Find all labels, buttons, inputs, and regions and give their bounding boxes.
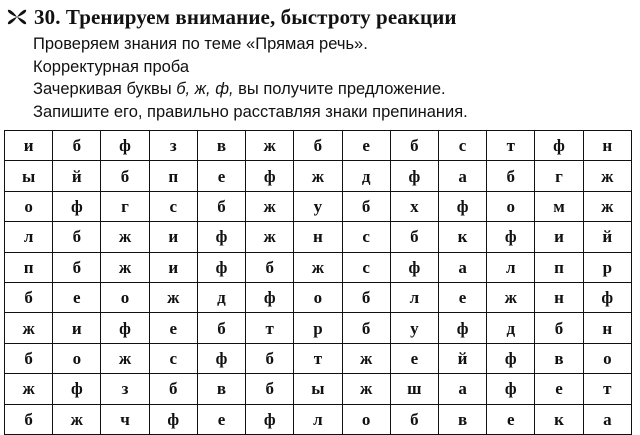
exercise-title: 30. Тренируем внимание, быстроту реакции (34, 4, 457, 29)
grid-cell: ж (101, 343, 149, 373)
grid-cell: м (535, 191, 583, 221)
grid-cell: е (535, 374, 583, 404)
grid-cell: ф (487, 222, 535, 252)
instruction-cross-out-suffix: вы получите предложение. (233, 80, 446, 98)
grid-cell: ф (149, 404, 197, 434)
grid-cell: е (149, 313, 197, 343)
grid-cell: б (53, 222, 101, 252)
grid-cell: с (149, 343, 197, 373)
instruction-write-down: Запишите его, правильно расставляя знаки препинания. (33, 102, 468, 121)
grid-cell: ф (583, 282, 631, 312)
grid-cell: ш (390, 374, 438, 404)
grid-cell: б (342, 191, 390, 221)
grid-cell: б (342, 313, 390, 343)
grid-cell: т (487, 131, 535, 161)
grid-row (5, 313, 632, 343)
grid-cell: и (149, 252, 197, 282)
grid-cell: б (246, 374, 294, 404)
grid-cell: а (438, 252, 486, 282)
instruction-topic: Проверяем знания по теме «Прямая речь». (33, 35, 368, 53)
grid-row (5, 191, 632, 221)
grid-cell: ф (535, 131, 583, 161)
grid-cell: б (101, 161, 149, 191)
grid-cell: р (583, 252, 631, 282)
grid-cell: н (583, 131, 631, 161)
grid-cell: ж (246, 131, 294, 161)
grid-cell: б (53, 131, 101, 161)
grid-cell: п (535, 252, 583, 282)
grid-cell: ж (53, 404, 101, 434)
grid-cell: т (583, 374, 631, 404)
grid-cell: е (197, 404, 245, 434)
grid-cell: ф (246, 161, 294, 191)
grid-cell: ф (246, 282, 294, 312)
grid-cell: е (390, 343, 438, 373)
grid-cell: ф (390, 252, 438, 282)
grid-row (5, 374, 632, 404)
grid-cell: б (294, 131, 342, 161)
grid-cell: е (53, 282, 101, 312)
grid-row (5, 222, 632, 252)
grid-cell: ж (5, 374, 53, 404)
grid-cell: ф (438, 191, 486, 221)
grid-cell: о (342, 404, 390, 434)
grid-cell: о (294, 282, 342, 312)
grid-row (5, 161, 632, 191)
grid-cell: п (5, 252, 53, 282)
grid-cell: н (583, 313, 631, 343)
grid-cell: ф (101, 313, 149, 343)
grid-cell: в (438, 404, 486, 434)
grid-cell: р (294, 313, 342, 343)
grid-cell: с (149, 191, 197, 221)
grid-cell: б (53, 252, 101, 282)
grid-cell: б (197, 313, 245, 343)
grid-cell: б (342, 282, 390, 312)
grid-cell: й (583, 222, 631, 252)
instruction-cross-out-prefix: Зачеркивая буквы (33, 80, 177, 98)
grid-cell: к (535, 404, 583, 434)
grid-cell: й (438, 343, 486, 373)
grid-cell: ф (390, 161, 438, 191)
grid-cell: и (535, 222, 583, 252)
grid-cell: ж (583, 191, 631, 221)
grid-cell: ф (197, 222, 245, 252)
grid-cell: о (101, 282, 149, 312)
grid-cell: с (342, 222, 390, 252)
grid-cell: з (149, 131, 197, 161)
grid-cell: ф (197, 343, 245, 373)
grid-cell: ф (197, 252, 245, 282)
instruction-task-name: Корректурная проба (33, 57, 190, 76)
grid-cell: ж (342, 343, 390, 373)
grid-cell: б (390, 404, 438, 434)
grid-cell: д (487, 313, 535, 343)
grid-cell: у (294, 191, 342, 221)
grid-cell: ф (53, 191, 101, 221)
grid-cell: и (5, 131, 53, 161)
grid-cell: б (487, 161, 535, 191)
grid-cell: ф (487, 374, 535, 404)
grid-cell: ч (101, 404, 149, 434)
grid-cell: б (5, 404, 53, 434)
grid-cell: б (390, 222, 438, 252)
grid-cell: ж (294, 161, 342, 191)
grid-cell: ж (101, 222, 149, 252)
grid-cell: л (5, 222, 53, 252)
grid-cell: ф (101, 131, 149, 161)
sparkle-x-icon (6, 6, 28, 28)
grid-row (5, 282, 632, 312)
grid-cell: ж (583, 161, 631, 191)
grid-cell: ф (53, 374, 101, 404)
grid-cell: ф (438, 313, 486, 343)
grid-cell: и (53, 313, 101, 343)
grid-cell: ж (101, 252, 149, 282)
grid-cell: д (197, 282, 245, 312)
grid-cell: в (535, 343, 583, 373)
grid-cell: д (342, 161, 390, 191)
grid-cell: е (438, 282, 486, 312)
grid-row (5, 252, 632, 282)
grid-cell: з (101, 374, 149, 404)
grid-cell: н (535, 282, 583, 312)
grid-cell: б (390, 131, 438, 161)
grid-cell: ж (294, 252, 342, 282)
instruction-cross-out (33, 78, 633, 101)
instructions (33, 33, 633, 123)
grid-cell: л (487, 252, 535, 282)
instruction-letters: б, ж, ф, (176, 80, 234, 98)
grid-cell: ж (149, 282, 197, 312)
grid-cell: б (246, 343, 294, 373)
grid-cell: ф (487, 343, 535, 373)
grid-cell: у (390, 313, 438, 343)
grid-cell: ф (246, 404, 294, 434)
grid-cell: е (487, 404, 535, 434)
grid-cell: л (390, 282, 438, 312)
grid-cell: ж (5, 313, 53, 343)
grid-cell: в (197, 374, 245, 404)
grid-cell: а (438, 374, 486, 404)
grid-cell: ы (294, 374, 342, 404)
grid-cell: о (5, 191, 53, 221)
exercise-header (6, 2, 457, 32)
grid-cell: о (487, 191, 535, 221)
grid-cell: а (583, 404, 631, 434)
grid-cell: е (197, 161, 245, 191)
grid-cell: б (5, 343, 53, 373)
grid-cell: о (53, 343, 101, 373)
grid-cell: п (149, 161, 197, 191)
grid-cell: в (197, 131, 245, 161)
grid-cell: б (535, 313, 583, 343)
grid-cell: ж (487, 282, 535, 312)
grid-cell: б (197, 191, 245, 221)
grid-cell: н (294, 222, 342, 252)
grid-cell: г (101, 191, 149, 221)
grid-cell: с (438, 131, 486, 161)
grid-cell: и (149, 222, 197, 252)
grid-cell: й (53, 161, 101, 191)
letter-grid (4, 130, 632, 435)
grid-cell: ж (246, 222, 294, 252)
grid-cell: о (583, 343, 631, 373)
grid-cell: г (535, 161, 583, 191)
grid-cell: х (390, 191, 438, 221)
grid-cell: с (342, 252, 390, 282)
grid-cell: ж (246, 191, 294, 221)
grid-cell: а (438, 161, 486, 191)
grid-cell: б (149, 374, 197, 404)
grid-cell: к (438, 222, 486, 252)
grid-cell: ы (5, 161, 53, 191)
grid-row (5, 131, 632, 161)
grid-cell: б (246, 252, 294, 282)
grid-row (5, 343, 632, 373)
grid-cell: б (5, 282, 53, 312)
grid-cell: т (294, 343, 342, 373)
grid-cell: т (246, 313, 294, 343)
grid-cell: е (342, 131, 390, 161)
grid-cell: ж (342, 374, 390, 404)
grid-cell: л (294, 404, 342, 434)
